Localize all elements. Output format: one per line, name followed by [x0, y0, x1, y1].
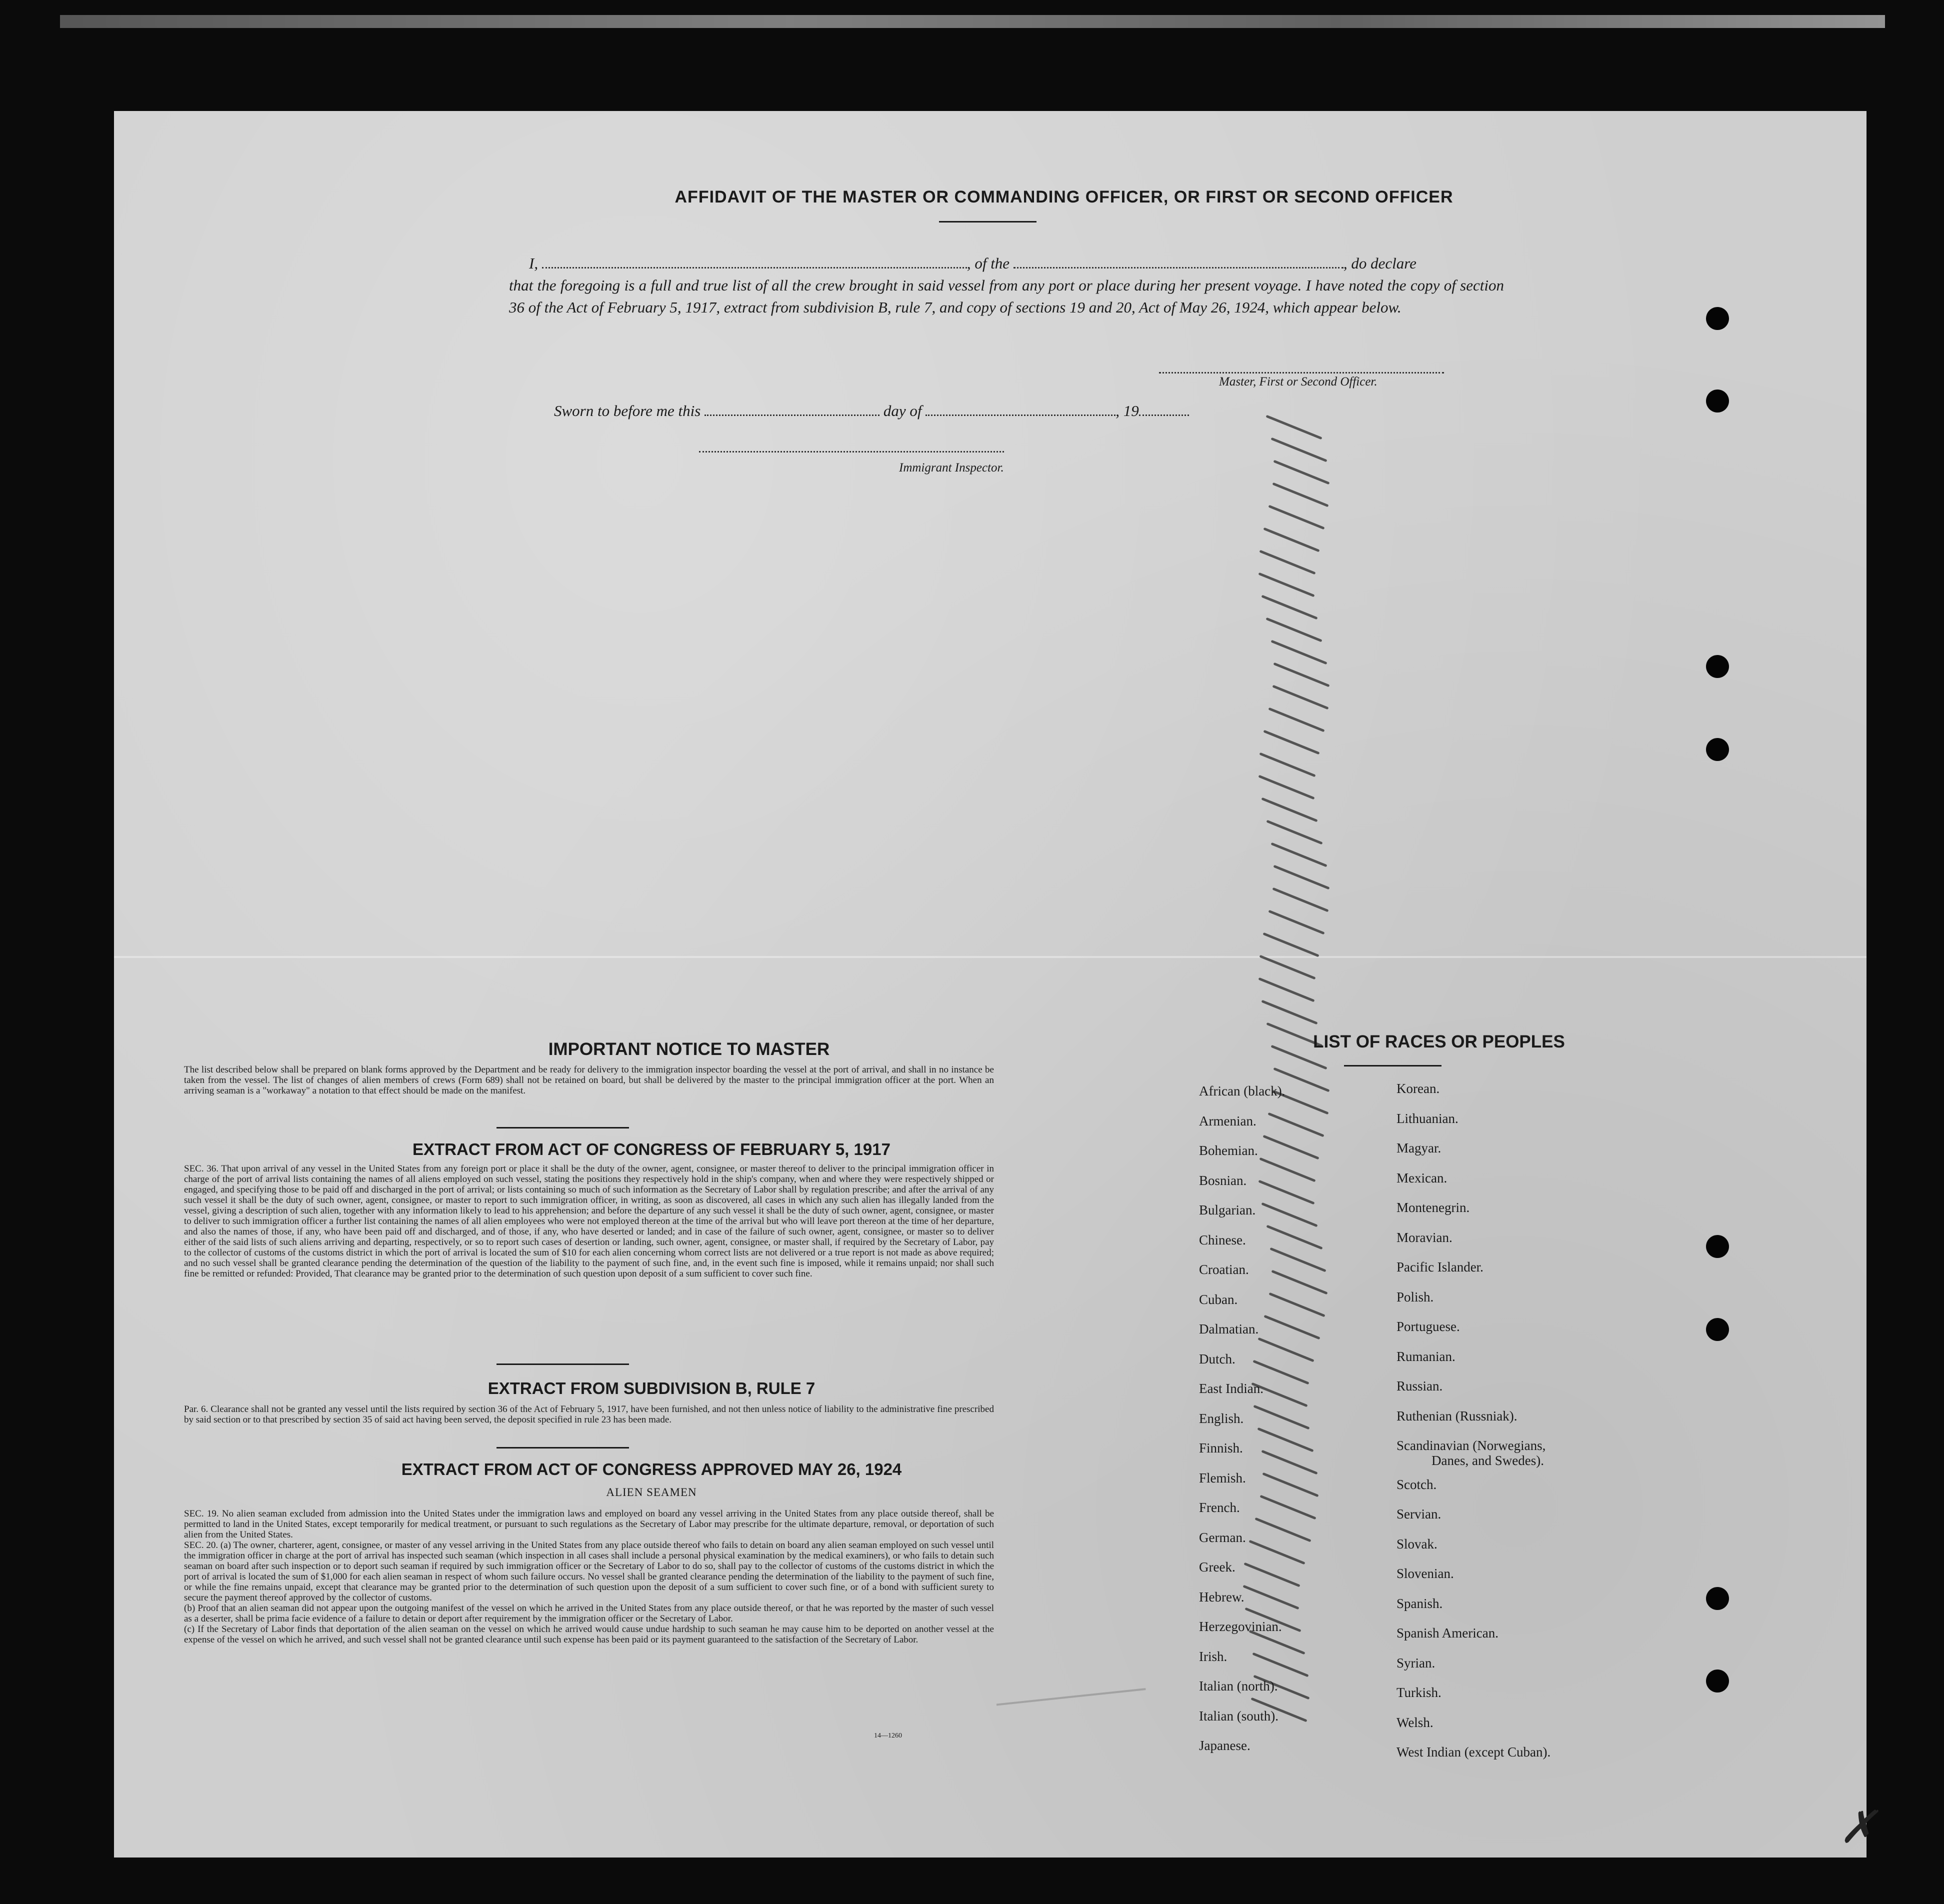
race-item: Ruthenian (Russniak). [1396, 1408, 1518, 1424]
tick-mark [1273, 662, 1330, 688]
race-item: Chinese. [1199, 1232, 1246, 1248]
punch-hole [1706, 307, 1729, 330]
race-item: Servian. [1396, 1506, 1442, 1522]
master-signature-line[interactable] [1159, 372, 1444, 374]
faint-handwriting [992, 1648, 1146, 1706]
race-item: Flemish. [1199, 1470, 1246, 1486]
race-item: Croatian. [1199, 1262, 1249, 1277]
race-item: Finnish. [1199, 1440, 1243, 1456]
race-item: Danes, and Swedes). [1432, 1452, 1544, 1468]
punch-hole [1706, 1318, 1729, 1341]
tick-mark [1268, 910, 1324, 935]
tick-mark [1262, 1135, 1319, 1160]
tick-mark [1268, 1112, 1324, 1138]
rule7-body: Par. 6. Clearance shall not be granted any vessel until the lists required by section 36 of the Act of February 5, 1917, have been furnished, and not then unless notice of liability to the administrative fine prescribed by said section or to that prescribed by section 35 of said act having been served, the deposit specified in rule 23 has been made. [184, 1404, 994, 1425]
race-item: Armenian. [1199, 1113, 1256, 1128]
tick-mark [1272, 888, 1328, 912]
punch-hole [1706, 1587, 1729, 1610]
race-item: Italian (south). [1199, 1708, 1278, 1724]
tick-mark [1262, 932, 1319, 958]
tick-mark [1270, 1248, 1326, 1272]
tick-mark [1258, 978, 1314, 1002]
form-number: 14—1260 [874, 1732, 902, 1740]
day-of-label: day of [883, 402, 922, 420]
race-item: Scandinavian (Norwegians, [1396, 1438, 1546, 1453]
extract-1917-divider [496, 1364, 629, 1365]
tick-mark [1261, 1450, 1318, 1475]
sworn-month-field[interactable] [926, 404, 1116, 416]
tick-mark [1252, 1652, 1308, 1678]
film-edge-strip [60, 15, 1885, 28]
race-item: Polish. [1396, 1289, 1434, 1304]
vessel-name-field[interactable] [1014, 257, 1344, 268]
race-item: Pacific Islander. [1396, 1260, 1484, 1274]
sec-19-text: SEC. 19. No alien seaman excluded from admission into the United States under the immigration laws and employed on board any vessel arriving in the United States from any place outside thereof, shall be permitted to land in the United States, except temporarily for medical treatment, or pursuant to such regulations as the Secretary of Labor may prescribe for the ultimate departure, removal, or deportation of such alien from the United States. [184, 1508, 994, 1540]
race-item: Scotch. [1396, 1476, 1437, 1492]
tick-mark [1266, 618, 1322, 642]
race-item: Magyar. [1396, 1140, 1442, 1156]
extract-1917-title: EXTRACT FROM ACT OF CONGRESS OF FEBRUARY 5, 1917 [412, 1140, 890, 1158]
race-item: Italian (north). [1199, 1678, 1278, 1694]
race-item: Bohemian. [1199, 1143, 1258, 1158]
race-item: Syrian. [1396, 1655, 1436, 1670]
race-item: Cuban. [1199, 1292, 1238, 1307]
race-item: Korean. [1396, 1081, 1440, 1096]
sworn-label: Sworn to before me this [554, 402, 701, 420]
punch-hole [1706, 1670, 1729, 1692]
tick-mark [1270, 842, 1327, 868]
races-title-underline [1344, 1065, 1442, 1066]
tick-mark [1266, 1225, 1322, 1250]
master-signature-caption: Master, First or Second Officer. [1219, 375, 1378, 388]
tick-mark [1248, 1540, 1305, 1565]
corner-check-mark: ✗ [1839, 1803, 1877, 1852]
manifest-back-page [114, 111, 1877, 1858]
race-item: West Indian (except Cuban). [1396, 1744, 1551, 1760]
race-item: Montenegrin. [1396, 1200, 1470, 1215]
sworn-line [554, 402, 1189, 420]
tick-mark [1266, 820, 1322, 845]
rule7-title: EXTRACT FROM SUBDIVISION B, RULE 7 [488, 1379, 816, 1398]
race-item: Rumanian. [1396, 1348, 1456, 1364]
tick-mark [1270, 640, 1327, 665]
race-item: Herzegovinian. [1199, 1619, 1282, 1634]
punch-hole [1706, 655, 1729, 678]
tick-mark [1244, 1562, 1300, 1588]
tick-mark [1258, 1338, 1314, 1362]
sec-20a-text: SEC. 20. (a) The owner, charterer, agent, consignee, or master of any vessel arriving in the United States from any place outside thereof who fails to detain on board any alien seaman employed on such vessel until the immigration officer in charge at the port of arrival has inspected such seaman (which inspection in all cases shall include a personal physical examination by the medical examiners), or who fails to detain such seaman on board after such inspection or to deport such seaman if required by such immigration officer or the Secretary of Labor to do so, shall pay to the collector of customs of the customs district in which the port of arrival is located the sum of $1,000 for each alien seaman in respect of whom such failure occurs. No vessel shall be granted clearance pending the determination of the liability to the payment of such fine, or while the fine remains unpaid, except that clearance may be granted prior to the determination of such question upon the deposit of a sum sufficient to cover such fine, or of a bond with sufficient surety to secure the payment thereof approved by the collector of customs. [184, 1540, 994, 1603]
of-the-label: , of the [966, 254, 1010, 272]
tick-mark [1263, 730, 1320, 755]
year-label: , 19 [1116, 402, 1139, 420]
affidavit-title: AFFIDAVIT OF THE MASTER OR COMMANDING OFFICER, OR FIRST OR SECOND OFFICER [674, 188, 1454, 206]
tick-mark [1270, 438, 1327, 462]
race-item: Moravian. [1396, 1230, 1452, 1245]
race-item: African (black). [1199, 1084, 1286, 1098]
race-item: Hebrew. [1199, 1589, 1244, 1604]
race-item: Bulgarian. [1199, 1202, 1256, 1218]
sworn-day-field[interactable] [704, 404, 880, 416]
punch-hole [1706, 738, 1729, 761]
race-item: Dutch. [1199, 1351, 1236, 1366]
tick-mark [1259, 550, 1316, 575]
race-item: Spanish. [1396, 1596, 1443, 1611]
tick-mark [1272, 482, 1328, 508]
tick-mark [1253, 1405, 1310, 1430]
race-item: Slovak. [1396, 1536, 1438, 1552]
race-item: Mexican. [1396, 1170, 1448, 1186]
tick-mark [1262, 1472, 1318, 1498]
race-item: Japanese. [1199, 1738, 1250, 1753]
race-item: Turkish. [1396, 1685, 1442, 1700]
extract-1924-title: EXTRACT FROM ACT OF CONGRESS APPROVED MAY 26, 1924 [401, 1460, 902, 1478]
race-item: Portuguese. [1396, 1319, 1460, 1334]
tick-mark [1242, 1585, 1299, 1610]
sec-20c-text: (c) If the Secretary of Labor finds that deportation of the alien seaman on the vessel on which he arrived would cause undue hardship to such seaman he may cause him to be deported on another vessel at the expense of the vessel on which he arrived, and such vessel shall not be granted clearance until such expense has been paid or its payment guaranteed to the satisfaction of the Secretary of Labor. [184, 1624, 994, 1645]
tick-mark [1260, 1495, 1316, 1520]
race-item: East Indian. [1199, 1381, 1264, 1396]
notice-title: IMPORTANT NOTICE TO MASTER [548, 1040, 830, 1059]
notice-divider [496, 1127, 629, 1128]
race-item: German. [1199, 1530, 1246, 1545]
punch-hole [1706, 1235, 1729, 1258]
race-item: Slovenian. [1396, 1566, 1454, 1581]
tick-mark [1261, 798, 1318, 822]
tick-mark [1254, 1518, 1311, 1542]
race-item: Greek. [1199, 1560, 1236, 1574]
tick-mark [1261, 1202, 1318, 1228]
do-declare-label: , do declare [1343, 254, 1416, 272]
tick-mark [1257, 1428, 1314, 1452]
notice-body: The list described below shall be prepared on blank forms approved by the Department and be ready for delivery to the immigration inspector boarding the vessel at the port of arrival, and shall in no instance be taken from the vessel. The list of changes of alien members of crews (Form 689) shall not be retained on board, but shall be delivered by the master to the principal immigration officer at the port. When an arriving seaman is a "workaway" a notation to that effect should be made on the manifest. [184, 1064, 994, 1096]
race-item: English. [1199, 1410, 1244, 1426]
extract-1924-body [184, 1508, 994, 1645]
tick-mark [1259, 752, 1316, 778]
race-item: Dalmatian. [1199, 1322, 1259, 1336]
tick-mark [1272, 685, 1328, 710]
race-item: French. [1199, 1500, 1240, 1515]
inspector-signature-line[interactable] [699, 451, 1004, 452]
tick-mark [1259, 955, 1316, 980]
punch-hole [1706, 390, 1729, 412]
race-item: Irish. [1199, 1648, 1228, 1664]
tick-mark [1268, 708, 1324, 732]
race-item: Spanish American. [1396, 1626, 1498, 1640]
alien-seamen-subtitle: ALIEN SEAMEN [606, 1486, 697, 1498]
tick-mark [1258, 1180, 1314, 1205]
tick-mark [1273, 865, 1330, 890]
race-item: Lithuanian. [1396, 1110, 1458, 1126]
tick-mark [1261, 1000, 1318, 1025]
tick-mark [1263, 528, 1320, 552]
rule7-divider [496, 1447, 629, 1448]
title-underline [939, 221, 1036, 222]
races-title: LIST OF RACES OR PEOPLES [1313, 1032, 1565, 1052]
inspector-caption: Immigrant Inspector. [899, 461, 1004, 474]
tick-mark [1268, 505, 1324, 530]
tick-mark [1258, 775, 1314, 800]
tick-mark [1259, 1158, 1316, 1182]
race-item: Russian. [1396, 1378, 1443, 1394]
officer-name-field[interactable] [542, 257, 967, 268]
tick-mark [1261, 595, 1318, 620]
affidavit-text [509, 252, 1504, 318]
affidavit-body: that the foregoing is a full and true list of all the crew brought in said vessel from any port or place during her present voyage. I have noted the copy of section 36 of the Act of February 5, 1917, extract from subdivision B, rule 7, and copy of sections 19 and 20, Act of May 26, 1924, which appear below. [509, 276, 1504, 316]
race-item: Bosnian. [1199, 1172, 1247, 1188]
paper-fold-line [114, 956, 1866, 958]
tick-mark [1271, 1270, 1328, 1295]
extract-1917-body: SEC. 36. That upon arrival of any vessel in the United States from any foreign port or place it shall be the duty of the owner, agent, consignee, or master thereof to deliver to the principal immigration officer in charge of the port of arrival lists containing the names of all aliens employed on such vessel, stating the positions they respectively hold in the ship's company, when and where they were respectively shipped or engaged, and specifying those to be paid off and discharged in the port of arrival; or lists containing so much of such information as the Secretary of Labor shall by regulation prescribe; and after the arrival of any such vessel it shall be the duty of such owner, agent, consignee, or master to report to such immigration officer, in writing, as soon as discovered, all cases in which any such alien has illegally landed from the vessel, giving a description of such alien, together with any information likely to lead to his apprehension; and before the departure of any such vessel it shall be the duty of such owner, agent, consignee, or master to deliver to such immigration officer a further list containing the names of all alien employees who were not employed thereon at the time of the arrival but who will leave port thereon at the time of her departure, and also the names of those, if any, who have been paid off and discharged, and of those, if any, who have deserted or landed; and in case of the failure of such owner, agent, consignee, or master so to deliver either of the said lists of such aliens arriving and departing, respectively, or so to report such cases of desertion or landing, such owner, agent, consignee, or master shall, if required by the Secretary of Labor, pay to the collector of customs of the customs district in which the port of arrival is located the sum of $10 for each alien concerning whom correct lists are not delivered or a true report is not made as above required; and no such vessel shall be granted clearance pending the determination of the question of the liability to the payment of such fine, and, in the event such fine is imposed, while it remains unpaid; nor shall such fine be remitted or refunded: Provided, That clearance may be granted prior to the determination of such question upon deposit of a sum sufficient to cover such fine. [184, 1164, 994, 1279]
sworn-year-field[interactable] [1139, 404, 1189, 416]
tick-mark [1273, 460, 1330, 485]
race-item: Welsh. [1396, 1714, 1434, 1730]
sec-20b-text: (b) Proof that an alien seaman did not appear upon the outgoing manifest of the vessel on which he arrived in the United States from any place outside thereof, or that he was reported by the master of such vessel as a deserter, shall be prima facie evidence of a failure to detain or deport after requirement by the immigration officer or the Secretary of Labor. [184, 1603, 994, 1624]
tick-mark [1268, 1292, 1325, 1318]
i-label: I, [529, 254, 538, 272]
tick-mark [1266, 415, 1322, 440]
tick-mark [1264, 1315, 1320, 1340]
tick-mark [1258, 572, 1314, 598]
